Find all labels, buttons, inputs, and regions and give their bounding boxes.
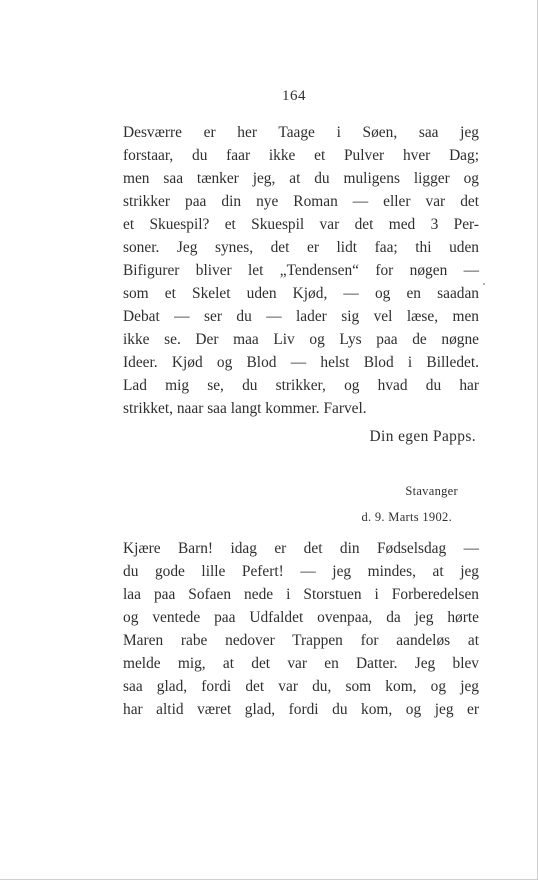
text-line: Debat — ser du — lader sig vel læse, men: [123, 308, 479, 325]
text-line: Maren rabe nedover Trappen for aandeløs at: [123, 632, 479, 649]
text-line: Ideer. Kjød og Blod — helst Blod i Billedet.: [123, 354, 479, 371]
paper-speck: [483, 283, 485, 285]
text-line: forstaar, du faar ikke et Pulver hver Dag;: [123, 147, 479, 164]
text-line: laa paa Sofaen nede i Storstuen i Forberedelsen: [123, 586, 479, 603]
letter-paragraph-1: [123, 121, 479, 420]
letter-place: Stavanger: [405, 484, 458, 498]
text-line: har altid været glad, fordi du kom, og jeg er: [123, 701, 479, 718]
letter-paragraph-2: [123, 537, 479, 721]
page-number: 164: [282, 88, 306, 104]
text-line: Lad mig se, du strikker, og hvad du har: [123, 377, 479, 394]
text-line: Bifigurer bliver let „Tendensen“ for nøgen —: [123, 262, 479, 279]
text-line: som et Skelet uden Kjød, — og en saadan: [123, 285, 479, 302]
text-line: men saa tænker jeg, at du muligens ligger og: [123, 170, 479, 187]
text-line: du gode lille Pefert! — jeg mindes, at jeg: [123, 563, 479, 580]
letter-signature: Din egen Papps.: [369, 428, 476, 445]
text-line: melde mig, at det var en Datter. Jeg blev: [123, 655, 479, 672]
text-line: et Skuespil? et Skuespil var det med 3 Per-: [123, 216, 479, 233]
text-line: ikke se. Der maa Liv og Lys paa de nøgne: [123, 331, 479, 348]
letter-date: d. 9. Marts 1902.: [361, 510, 452, 524]
text-line: saa glad, fordi det var du, som kom, og jeg: [123, 678, 479, 695]
text-line: strikker paa din nye Roman — eller var det: [123, 193, 479, 210]
text-line: soner. Jeg synes, det er lidt faa; thi uden: [123, 239, 479, 256]
text-line: og ventede paa Udfaldet ovenpaa, da jeg hørte: [123, 609, 479, 626]
text-line: Desværre er her Taage i Søen, saa jeg: [123, 124, 479, 141]
text-line: Kjære Barn! idag er det din Fødselsdag —: [123, 540, 479, 557]
text-line: strikket, naar saa langt kommer. Farvel.: [123, 400, 367, 417]
